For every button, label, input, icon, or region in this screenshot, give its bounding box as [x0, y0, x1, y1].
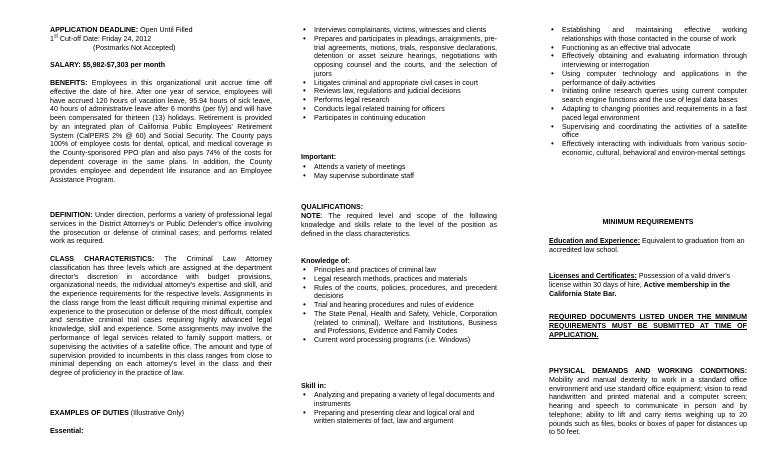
examples-note: (Illustrative Only) [128, 409, 185, 417]
education-text: Equivalent to graduation from an accredited law school. [549, 237, 745, 254]
definition-text: Under direction, performs a variety of professional legal services in the District Attorney's or Public Defender's office involving the prosecution or defense of criminal cases; and performs related work as required. [50, 211, 272, 246]
licenses-label: Licenses and Certificates: [549, 272, 637, 280]
essential-duties-list [301, 26, 497, 123]
knowledge-label: Knowledge of: [301, 257, 350, 265]
definition-label: DEFINITION: [50, 211, 93, 219]
deadline-value: Open Until Filled [138, 26, 193, 34]
list-item: • The State Penal, Health and Safety, Vehicle, Corporation (related to criminal), Welfare and Institutions, Business and Professions, Evidence and Family Codes [301, 310, 497, 336]
cutoff-prefix: 1 [50, 35, 54, 43]
physical-demands-section [549, 367, 747, 437]
list-item: • Current word processing programs (i.e. Windows) [301, 336, 497, 345]
list-item: • Litigates criminal and appropriate civil cases in court [301, 79, 497, 88]
list-item: • Conducts legal related training for officers [301, 105, 497, 114]
education-label: Education and Experience: [549, 237, 641, 245]
list-item: • Adapting to changing priorities and requirements in a fast paced legal environment [549, 105, 747, 123]
note-text: : The required level and scope of the following knowledge and skills relate to the level of the position as defined in the class characteristics. [301, 212, 497, 238]
list-item: • Analyzing and preparing a variety of legal documents and instruments [301, 391, 497, 409]
postmark-note: (Postmarks Not Accepted) [93, 44, 176, 52]
physical-demands-text: Mobility and manual dexterity to work in a standard office environment and use standard office equipment; vision to read handwritten and printed material and a computer screen; hearing and speech to communicate in person and by telephone; ability to lift and carry items weighing up to 20 pounds such as files, books or boxes of paper for distances up to 50 feet. [549, 375, 747, 437]
list-item: • Legal research methods, practices and materials [301, 275, 497, 284]
list-item: • Trial and hearing procedures and rules of evidence [301, 301, 497, 310]
benefits-section [50, 79, 272, 184]
essential-label: Essential: [50, 427, 84, 435]
deadline-line [50, 26, 272, 35]
minimum-requirements-heading: MINIMUM REQUIREMENTS [602, 218, 694, 226]
salary: SALARY: $5,982-$7,303 per month [50, 61, 166, 69]
list-item: • Prepares and participates in pleadings, arraignments, pre-trial agreements, motions, trials, responsive declarations, detention or asset seizure hearings, negotiations with opposing counsel and the courts, and the selection of jurors [301, 35, 497, 79]
list-item: • Functioning as an effective trial advocate [549, 44, 747, 53]
list-item: • Effectively obtaining and evaluating information through interviewing or interrogation [549, 52, 747, 70]
skill-list [301, 391, 497, 426]
note-label: NOTE [301, 212, 321, 220]
physical-demands-label: PHYSICAL DEMANDS AND WORKING CONDITIONS: [549, 367, 747, 375]
list-item: • Participates in continuing education [301, 114, 497, 123]
qualifications-note [301, 212, 497, 238]
class-characteristics-label: CLASS CHARACTERISTICS: [50, 255, 155, 263]
list-item: • Supervising and coordinating the activities of a satellite office [549, 123, 747, 141]
class-characteristics-text: The Criminal Law Attorney classification has three levels which are assigned at the department director's discretion in accordance with budget provisions, organizational needs, the individual attorney's expertise and skill, and the experience requirements for the respective levels. Assignments in the class range from the least difficult requiring minimal expertise and experience to the prosecution or defense of the most difficult, complex and sensitive criminal trial cases requiring highly advanced legal knowledge, skill and experience. Some assignments may involve the performance of legal services related to family support matters, or supervising the activities of a satellite office. The amount and type of supervision provided to incumbents in this class ranges from close to minimal depending on each attorney's level in the class and their degree of proficiency in the practice of law. [50, 255, 272, 378]
licenses-text: Possession of a valid driver's license within 30 days of hire, [549, 272, 731, 289]
knowledge-list [301, 266, 497, 345]
cutoff-date: Cut-off Date: Friday 24, 2012 [57, 35, 152, 43]
list-item: • Preparing and presenting clear and logical oral and written statements of fact, law and argument [301, 409, 497, 427]
licenses-section [549, 272, 747, 298]
examples-heading [50, 409, 272, 418]
skill-list-continued [549, 26, 747, 158]
list-item: • Principles and practices of criminal law [301, 266, 497, 275]
cutoff-sup: st [53, 33, 58, 40]
list-item: • Interviews complainants, victims, witnesses and clients [301, 26, 497, 35]
list-item: • Initiating online research queries using current computer search engine functions and the use of legal data bases [549, 87, 747, 105]
important-label: Important: [301, 153, 337, 161]
class-characteristics-section [50, 255, 272, 378]
deadline-label: APPLICATION DEADLINE: [50, 26, 139, 34]
list-item: • Reviews law, regulations and judicial decisions [301, 87, 497, 96]
definition-section [50, 211, 272, 246]
important-duties-list [301, 163, 497, 181]
list-item: • Attends a variety of meetings [301, 163, 497, 172]
skill-label: Skill in: [301, 382, 327, 390]
list-item: • May supervise subordinate staff [301, 172, 497, 181]
benefits-label: BENEFITS: [50, 79, 88, 87]
licenses-bold: Active membership in the California State Bar. [549, 280, 730, 298]
list-item: • Effectively interacting with individuals from various socio-economic, cultural, behavioral and environ-mental settings [549, 140, 747, 158]
list-item: • Establishing and maintaining effective working relationships with those contacted in the course of work [549, 26, 747, 44]
cutoff-line [50, 35, 272, 44]
list-item: • Performs legal research [301, 96, 497, 105]
qualifications-heading: QUALIFICATIONS: [301, 203, 364, 211]
required-documents-notice: REQUIRED DOCUMENTS LISTED UNDER THE MINIMUM REQUIREMENTS MUST BE SUBMITTED AT TIME OF APPLICATION. [549, 313, 747, 339]
examples-label: EXAMPLES OF DUTIES [50, 409, 129, 417]
list-item: • Rules of the courts, policies, procedures, and precedent decisions [301, 284, 497, 302]
list-item: • Using computer technology and applications in the performance of daily activities [549, 70, 747, 88]
benefits-text: Employees in this organizational unit accrue time off effective the date of hire. After one year of service, employees will have accrued 120 hours of vacation leave, 95.94 hours of sick leave, 40 hours of administrative leave after 6 months (per f/y) and will have been compensated for thirteen (13) holidays. Retirement is provided by an integrated plan of California Public Employees' Retirement System (CalPERS 2% @ 60) and Social Security. The County pays 100% of employee costs for dental, optical, and medical coverage in the County-sponsored PPO plan and also pays 74% of the costs for dependent coverage in the same plans. In addition, the County provides employee and dependent life insurance and an Employee Assistance Program. [50, 79, 272, 184]
education-section [549, 237, 747, 255]
